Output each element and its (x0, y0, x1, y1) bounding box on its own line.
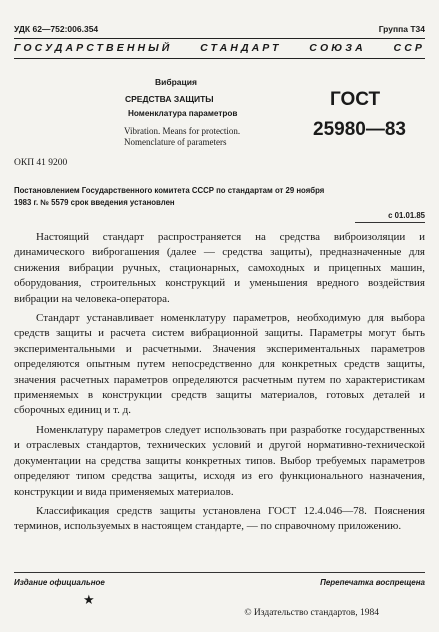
heading-rule (14, 58, 425, 59)
star-icon: ★ (83, 592, 95, 607)
title-vibration: Вибрация (155, 77, 197, 87)
effective-date: с 01.01.85 (388, 211, 425, 220)
paragraph-classification: Классификация средств защиты установлена ГОСТ 12.4.046—78. Пояснения терминов, используемых в настоящем стандарте, — по справочному приложению. (14, 504, 425, 533)
gost-label: ГОСТ (330, 89, 381, 110)
title-subtitle: Номенклатура параметров (128, 109, 238, 118)
gost-number: 25980—83 (313, 119, 406, 140)
title-name: СРЕДСТВА ЗАЩИТЫ (125, 94, 214, 104)
paragraph-nomenclature: Стандарт устанавливает номенклатуру параметров, необходимую для выбора средств защиты и расчета систем вибрационной защиты. Параметры могут быть экспериментальными и расчетными. Значения экспериментальных параметров определяются опытным путем непосредственно для конкретных средств защиты, значения расчетных параметров определяются расчетным путем по характеристикам применяемых в конструкции средств защиты материалов, готовых деталей и сборочных единиц и т. д. (14, 312, 425, 417)
title-english-line2: Nomenclature of parameters (124, 137, 227, 147)
decree-rule (355, 222, 425, 223)
group-code: Группа Т34 (378, 24, 425, 34)
okp-code: ОКП 41 9200 (14, 158, 68, 168)
title-english-line1: Vibration. Means for protection. (124, 126, 241, 136)
official-edition: Издание официальное (14, 578, 105, 587)
reprint-forbidden: Перепечатка воспрещена (320, 578, 425, 587)
copyright: © Издательство стандартов, 1984 (244, 608, 379, 618)
state-standard-heading: ГОСУДАРСТВЕННЫЙ СТАНДАРТ СОЮЗА ССР (14, 42, 425, 54)
udk-code: УДК 62—752:006.354 (14, 24, 99, 34)
top-rule (14, 38, 425, 39)
decree-line2: 1983 г. № 5579 срок введения установлен (14, 198, 175, 207)
footer-rule (14, 572, 425, 573)
decree-line1: Постановлением Государственного комитета СССР по стандартам от 29 ноября (14, 186, 325, 195)
paragraph-usage: Номенклатуру параметров следует использовать при разработке государственных и отраслевых стандартов, технических условий и другой нормативно-технической документации на средства защиты конкретных типов. Выбор требуемых параметров определяют типом средства защиты, исходя из его функционального назначения, конструкции и вида применяемых материалов. (14, 423, 425, 498)
document-body (14, 230, 425, 539)
paragraph-scope: Настоящий стандарт распространяется на средства виброизоляции и динамического виброгашения (далее — средства защиты), предназначенные для снижения вибрации ручных, стационарных, самоходных и прицепных машин, оборудования, строительных конструкций и уменьшения вредного воздействия вибрации на человека-оператора. (14, 231, 425, 305)
